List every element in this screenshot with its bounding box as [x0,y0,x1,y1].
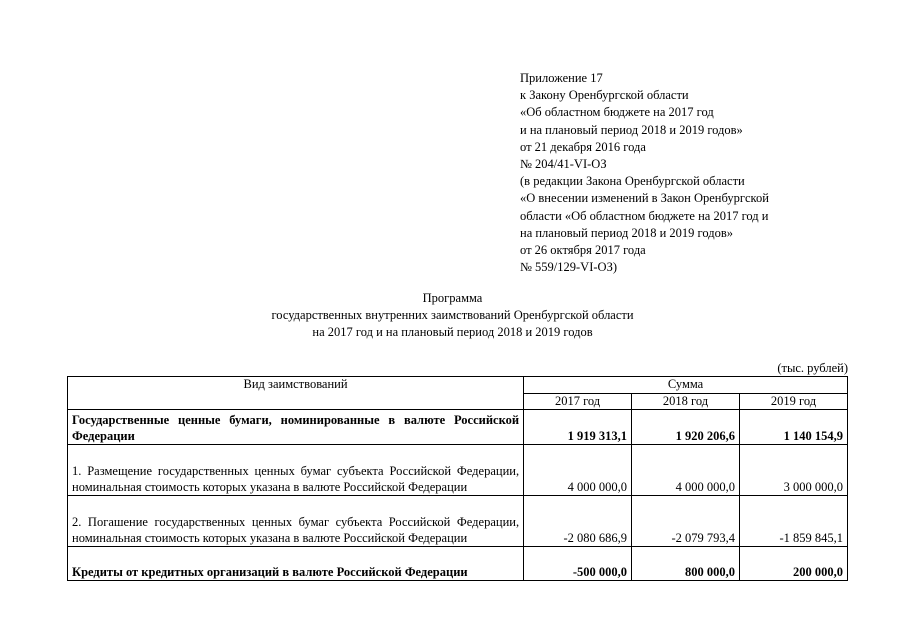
appendix-line: № 204/41-VI-ОЗ [520,157,607,172]
table-header-row [68,377,848,394]
row-name: 2. Погашение государственных ценных бумаг субъекта Российской Федерации, номинальная стоимость которых указана в валюте Российской Федерации [68,496,524,547]
header-sum: Сумма [524,377,848,394]
row-name: Государственные ценные бумаги, номинированные в валюте Российской Федерации [68,410,524,445]
appendix-line: Приложение 17 [520,71,603,85]
units-label: (тыс. рублей) [777,361,848,375]
title-line-3: на 2017 год и на плановый период 2018 и 2019 годов [312,325,593,339]
row-value-2019: 1 140 154,9 [740,410,848,445]
row-value-2019: 3 000 000,0 [740,445,848,496]
header-year-2018: 2018 год [632,393,740,410]
row-value-2018: 800 000,0 [632,547,740,581]
row-value-2018: 4 000 000,0 [632,445,740,496]
document-title [0,290,905,341]
borrowing-program-table [67,376,848,581]
appendix-line: «О внесении изменений в Закон Оренбургской [520,191,769,206]
row-value-2018: -2 079 793,4 [632,496,740,547]
table-row [68,496,848,547]
row-name: Кредиты от кредитных организаций в валюте Российской Федерации [68,547,524,581]
appendix-line: от 26 октября 2017 года [520,243,646,258]
table-row [68,445,848,496]
row-name: 1. Размещение государственных ценных бумаг субъекта Российской Федерации, номинальная стоимость которых указана в валюте Российской Федерации [68,445,524,496]
appendix-line: «Об областном бюджете на 2017 год [520,105,714,120]
header-type: Вид заимствований [68,377,524,410]
table-row [68,547,848,581]
appendix-line: от 21 декабря 2016 года [520,139,646,154]
header-year-2019: 2019 год [740,393,848,410]
appendix-line: № 559/129-VI-ОЗ) [520,260,617,275]
header-year-2017: 2017 год [524,393,632,410]
row-value-2019: -1 859 845,1 [740,496,848,547]
row-value-2019: 200 000,0 [740,547,848,581]
title-line-1: Программа [422,291,483,305]
row-value-2017: 1 919 313,1 [524,410,632,445]
appendix-line: на плановый период 2018 и 2019 годов» [520,225,733,240]
appendix-line: к Закону Оренбургской области [520,88,689,103]
appendix-line: области «Об областном бюджете на 2017 год и [520,208,769,223]
appendix-header [520,70,850,276]
row-value-2018: 1 920 206,6 [632,410,740,445]
title-line-2: государственных внутренних заимствований Оренбургской области [271,308,634,322]
row-value-2017: 4 000 000,0 [524,445,632,496]
appendix-line: и на плановый период 2018 и 2019 годов» [520,122,743,137]
row-value-2017: -2 080 686,9 [524,496,632,547]
row-value-2017: -500 000,0 [524,547,632,581]
table-row [68,410,848,445]
appendix-line: (в редакции Закона Оренбургской области [520,174,745,189]
